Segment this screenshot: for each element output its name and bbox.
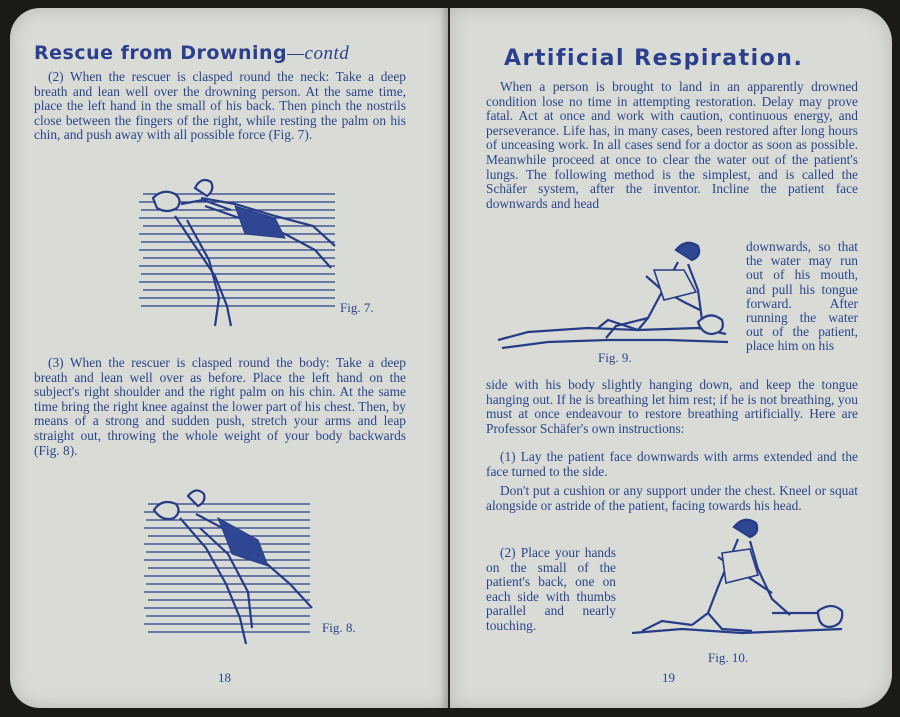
right-paragraph-1: When a person is brought to land in an apparently drowned condition lose no time in attempting restoration. Delay may prove fatal. Act at once and work with caution, continuous energy, and perseverance. Life has, in many cases, been restored after long hours of unceasing work. In all cases send for a doctor as soon as possible. Meanwhile proceed at once to clear the water out of the patient's lungs. The following method is the simplest, and is called the Schäfer system, after the inventor. Incline the patient face downwards and head: [486, 79, 858, 211]
left-paragraph-1: (2) When the rescuer is clasped round the neck: Take a deep breath and lean well over the drowning person. At the same time, place the left hand in the small of his back. Then pinch the nostrils close between the fingers of the right, while resting the palm on his chin, and push away with all possible force (Fig. 7).: [34, 69, 406, 143]
right-page-number: 19: [662, 670, 675, 685]
fig9-caption: Fig. 9.: [598, 350, 632, 365]
fig9-illustration: [488, 230, 738, 355]
fig8-illustration: [140, 488, 315, 648]
step-1: (1) Lay the patient face downwards with arms extended and the face turned to the side.: [486, 449, 858, 479]
step-1-note: Don't put a cushion or any support under the chest. Kneel or squat alongside or astride of the patient, facing towards his head.: [486, 483, 858, 513]
fig7-illustration: [135, 176, 345, 336]
left-heading-text: Rescue from Drowning: [34, 42, 288, 64]
left-paragraph-2: (3) When the rescuer is clasped round the body: Take a deep breath and lean well over as before. Place the left hand on the subject's right shoulder and the right palm on his chin. At the same time bring the right knee against the lower part of his chest. Then, by means of a strong and sudden push, stretch your arms and leap straight out, throwing the whole weight of your body backwards (Fig. 8).: [34, 355, 406, 458]
fig10-caption: Fig. 10.: [708, 650, 749, 665]
right-page-heading: Artificial Respiration.: [504, 46, 804, 71]
right-paragraph-1-end: side with his body slightly hanging down, and keep the tongue hanging out. If he is breathing let him rest; if he is not breathing, you must at once endeavour to restore breathing artificially. Here are Professor Schäfer's own instructions:: [486, 377, 858, 436]
right-page: [450, 8, 892, 708]
left-page: [10, 8, 448, 708]
step-2: (2) Place your hands on the small of the patient's back, one on each side with thumbs parallel and nearly touching.: [486, 545, 616, 633]
fig10-illustration: [622, 513, 862, 648]
left-heading-suffix: —contd: [287, 43, 350, 64]
left-page-heading: [34, 42, 349, 65]
fig8-caption: Fig. 8.: [322, 620, 356, 635]
left-page-number: 18: [218, 670, 231, 685]
fig7-caption: Fig. 7.: [340, 300, 374, 315]
right-paragraph-1-wrap: downwards, so that the water may run out of his mouth, and pull his tongue forward. After running the water out of the patient, place him on his: [746, 239, 858, 354]
